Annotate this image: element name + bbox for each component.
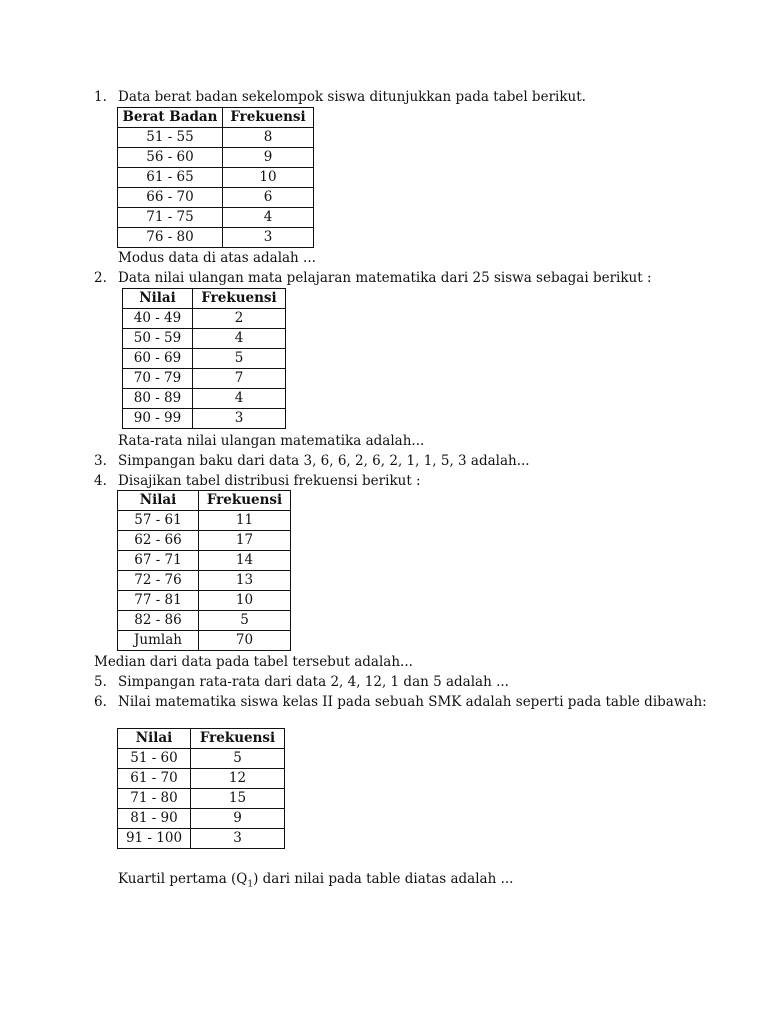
table-cell: 51 - 60 (118, 749, 191, 769)
table-cell: 8 (223, 128, 314, 148)
table-cell: 61 - 70 (118, 769, 191, 789)
table-cell: 5 (193, 349, 286, 369)
table-row (118, 188, 314, 208)
table-cell: 4 (193, 329, 286, 349)
table-cell: 72 - 76 (118, 571, 199, 591)
table-header: Frekuensi (199, 491, 291, 511)
table-cell: 71 - 75 (118, 208, 223, 228)
question-number: 6. (94, 694, 107, 710)
frequency-table (117, 728, 285, 849)
question-prompt: Median dari data pada tabel tersebut adalah... (94, 654, 413, 670)
table-header: Nilai (118, 491, 199, 511)
table-row (118, 571, 291, 591)
subscript: 1 (247, 879, 254, 890)
table-header: Nilai (118, 729, 191, 749)
table-cell: 61 - 65 (118, 168, 223, 188)
table-cell: Jumlah (118, 631, 199, 651)
table-header-row (118, 729, 285, 749)
table-cell: 5 (199, 611, 291, 631)
table-cell: 7 (193, 369, 286, 389)
table-cell: 6 (223, 188, 314, 208)
table-cell: 81 - 90 (118, 809, 191, 829)
question-text: Data nilai ulangan mata pelajaran matematika dari 25 siswa sebagai berikut : (118, 270, 652, 286)
table-cell: 5 (191, 749, 285, 769)
table-row (118, 531, 291, 551)
question-prompt (118, 870, 513, 894)
table-cell: 56 - 60 (118, 148, 223, 168)
table-cell: 3 (193, 409, 286, 429)
table-cell: 62 - 66 (118, 531, 199, 551)
frequency-table (117, 107, 314, 248)
question-number: 1. (94, 89, 107, 105)
table-cell: 50 - 59 (123, 329, 193, 349)
question-prompt: Rata-rata nilai ulangan matematika adalah... (118, 433, 425, 449)
question-number: 5. (94, 674, 107, 690)
table-cell: 3 (191, 829, 285, 849)
table-header: Nilai (123, 289, 193, 309)
question-text: Simpangan baku dari data 3, 6, 6, 2, 6, 2, 1, 1, 5, 3 adalah... (118, 453, 530, 469)
table-cell: 76 - 80 (118, 228, 223, 248)
question-number: 4. (94, 473, 107, 489)
table-row (118, 591, 291, 611)
table-cell: 3 (223, 228, 314, 248)
table-cell: 2 (193, 309, 286, 329)
table-row (118, 208, 314, 228)
table-row (118, 769, 285, 789)
table-row (123, 349, 286, 369)
table-cell: 60 - 69 (123, 349, 193, 369)
table-cell: 70 (199, 631, 291, 651)
question-text: Simpangan rata-rata dari data 2, 4, 12, 1 dan 5 adalah ... (118, 674, 509, 690)
table-row (123, 309, 286, 329)
question-prompt: Modus data di atas adalah ... (118, 250, 316, 266)
frequency-table (122, 288, 286, 429)
table-row (118, 749, 285, 769)
frequency-table (117, 490, 291, 651)
table-header: Frekuensi (191, 729, 285, 749)
table-header-row (118, 108, 314, 128)
table-cell: 17 (199, 531, 291, 551)
table-row (118, 148, 314, 168)
table-cell: 4 (193, 389, 286, 409)
prompt-text: Kuartil pertama (Q (118, 871, 248, 887)
table-header-row (123, 289, 286, 309)
table-cell: 13 (199, 571, 291, 591)
table-cell: 80 - 89 (123, 389, 193, 409)
table-row (118, 611, 291, 631)
table-cell: 82 - 86 (118, 611, 199, 631)
table-cell: 11 (199, 511, 291, 531)
table-cell: 14 (199, 551, 291, 571)
table-header: Frekuensi (223, 108, 314, 128)
table-row (118, 829, 285, 849)
prompt-text: ) dari nilai pada table diatas adalah ... (253, 871, 514, 887)
table-cell: 9 (191, 809, 285, 829)
table-cell: 12 (191, 769, 285, 789)
table-row (118, 168, 314, 188)
table-row (123, 409, 286, 429)
table-cell: 90 - 99 (123, 409, 193, 429)
table-cell: 10 (199, 591, 291, 611)
table-cell: 77 - 81 (118, 591, 199, 611)
question-number: 2. (94, 270, 107, 286)
table-row (118, 228, 314, 248)
question-text: Nilai matematika siswa kelas II pada sebuah SMK adalah seperti pada table dibawah: (118, 694, 707, 710)
table-row (123, 389, 286, 409)
table-row (118, 128, 314, 148)
table-row (123, 369, 286, 389)
table-cell: 57 - 61 (118, 511, 199, 531)
table-header: Berat Badan (118, 108, 223, 128)
table-cell: 70 - 79 (123, 369, 193, 389)
table-cell: 91 - 100 (118, 829, 191, 849)
question-number: 3. (94, 453, 107, 469)
table-cell: 67 - 71 (118, 551, 199, 571)
table-header: Frekuensi (193, 289, 286, 309)
table-row (118, 789, 285, 809)
table-row (123, 329, 286, 349)
table-header-row (118, 491, 291, 511)
table-row (118, 631, 291, 651)
table-cell: 40 - 49 (123, 309, 193, 329)
table-cell: 51 - 55 (118, 128, 223, 148)
table-cell: 10 (223, 168, 314, 188)
table-cell: 71 - 80 (118, 789, 191, 809)
question-text: Disajikan tabel distribusi frekuensi berikut : (118, 473, 421, 489)
table-row (118, 551, 291, 571)
question-text: Data berat badan sekelompok siswa ditunjukkan pada tabel berikut. (118, 89, 586, 105)
table-cell: 66 - 70 (118, 188, 223, 208)
table-cell: 9 (223, 148, 314, 168)
table-row (118, 511, 291, 531)
table-cell: 15 (191, 789, 285, 809)
table-cell: 4 (223, 208, 314, 228)
table-row (118, 809, 285, 829)
